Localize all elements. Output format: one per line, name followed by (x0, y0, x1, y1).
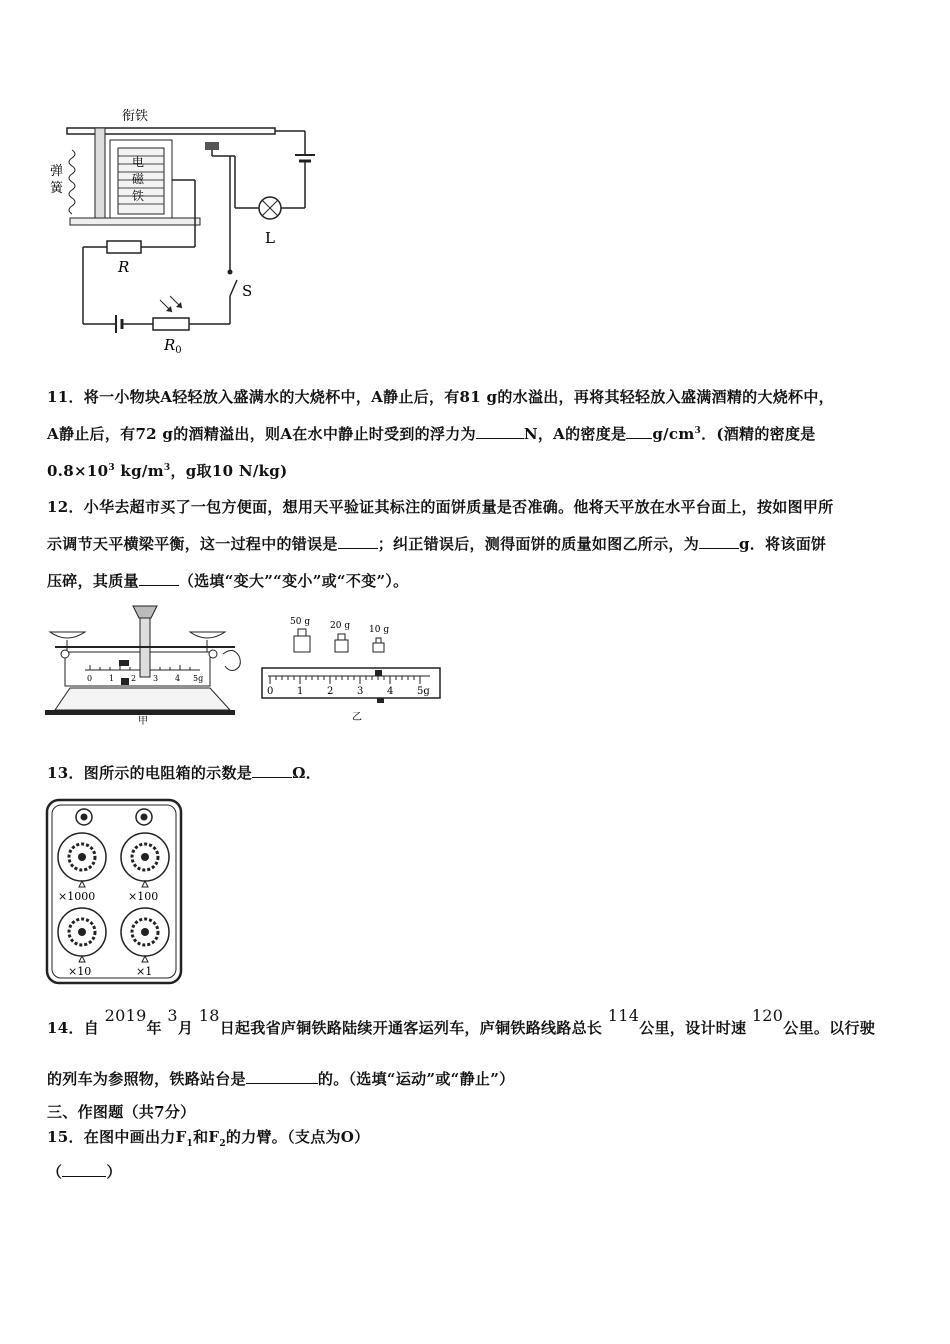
fig-jia-label: 甲 (138, 716, 148, 727)
q14-speed: 120 (751, 1006, 784, 1025)
q15-sub-1: 1 (186, 1139, 194, 1149)
q11-text-1: 将一小物块A轻轻放入盛满水的大烧杯中，A静止后，有81 g的水溢出，再将其轻轻放入盛满酒精的大烧杯中， (83, 388, 834, 406)
frame-post (95, 128, 105, 224)
q14-text-3: 月 (177, 1019, 194, 1037)
resistance-box-figure (44, 797, 184, 987)
left-pan (50, 632, 85, 638)
q15-number: 15． (47, 1128, 84, 1146)
yi-tick-2: 2 (327, 686, 334, 697)
q12-text-2a: 示调节天平横梁平衡，这一过程中的错误是 (47, 535, 338, 553)
q14-line2 (47, 1068, 514, 1089)
q12-line1 (47, 496, 834, 517)
q14-length: 114 (607, 1006, 640, 1025)
yi-tick-3: 3 (357, 686, 364, 697)
yi-tick-0: 0 (267, 686, 274, 697)
fig-yi-label: 乙 (352, 712, 362, 723)
armature-label: 衔铁 (122, 109, 149, 124)
q11-text-3c: ，g取10 N/kg) (170, 462, 288, 480)
yi-tick-1: 1 (297, 686, 304, 697)
switch-pivot (228, 270, 233, 275)
balance-base-bottom (45, 710, 235, 715)
resistor-symbol (107, 241, 141, 253)
contact-point (205, 142, 219, 150)
weight-label-10g: 10 g (369, 625, 390, 635)
spring-label-2: 簧 (50, 181, 64, 196)
q12-text-1: 小华去超市买了一包方便面，想用天平验证其标注的面饼质量是否准确。他将天平放在水平台面上，按如图甲所 (83, 498, 834, 516)
weight-10g (373, 643, 384, 652)
q11-text-2b: N，A的密度是 (523, 425, 627, 443)
q13-number: 13． (47, 764, 84, 782)
q12-text-2c: g．将该面饼 (739, 535, 827, 553)
right-pan (190, 632, 225, 638)
q14-text-2b: 的。（选填“运动”或“静止”） (317, 1070, 515, 1088)
q11-text-3b: kg/m (114, 462, 164, 480)
q15-sub-2: 2 (219, 1139, 226, 1149)
q14-text-6: 公里。以行驶 (783, 1019, 876, 1037)
q12-blank-mass[interactable] (699, 534, 739, 549)
q14-line1 (47, 1006, 876, 1038)
jia-tick-3: 3 (153, 674, 159, 683)
q12-text-3b: （选填“变大”“变小”或“不变”）。 (178, 572, 409, 590)
right-adjust-nut (209, 650, 217, 658)
electromagnet-label-2: 磁 (132, 172, 145, 186)
weight-20g (335, 640, 348, 652)
q11-text-3a: 0.8×10 (47, 462, 109, 480)
photoresistor-symbol (153, 318, 189, 330)
q11-sup-3a: 3 (108, 463, 115, 473)
yi-tick-5: 5g (417, 686, 430, 697)
spring-label-1: 弹 (50, 164, 64, 179)
q14-month: 3 (167, 1006, 178, 1025)
q15-text-a: 在图中画出力F (83, 1128, 187, 1146)
q11-line3 (47, 460, 288, 481)
q12-line2 (47, 533, 826, 554)
switch-label: S (242, 282, 253, 300)
yi-scale-plate (262, 668, 440, 698)
q11-blank-density[interactable] (626, 424, 652, 439)
jia-tick-1: 1 (109, 674, 115, 683)
q14-day: 18 (198, 1006, 220, 1025)
left-adjust-nut (61, 650, 69, 658)
q12-text-3a: 压碎，其质量 (47, 572, 139, 590)
q15-answer-close: ） (106, 1163, 122, 1181)
balance-figure-jia (45, 602, 255, 727)
q14-year: 2019 (104, 1006, 147, 1025)
q11-blank-buoyancy[interactable] (476, 424, 524, 439)
frame-base (70, 218, 200, 225)
spring-coil (69, 150, 75, 214)
dial-label-x10: ×10 (68, 965, 92, 978)
q13-blank-resistance[interactable] (252, 763, 292, 778)
q11-text-2c: g/cm (652, 425, 695, 443)
yi-tick-4: 4 (387, 686, 394, 697)
section3-title: 三、作图题（共7分） (47, 1103, 196, 1121)
yi-rider (375, 670, 382, 676)
q14-blank-motion[interactable] (246, 1069, 318, 1084)
electromagnet-label-1: 电 (132, 155, 145, 169)
q12-blank-error[interactable] (338, 534, 378, 549)
q13-line (47, 762, 321, 783)
jia-tick-5: 5g (193, 674, 204, 683)
balance-top (133, 606, 157, 618)
q15-answer (47, 1161, 122, 1182)
weight-50g (294, 636, 310, 652)
q12-line3 (47, 570, 408, 591)
jia-tick-4: 4 (175, 674, 181, 683)
q15-text-b: 和F (193, 1128, 220, 1146)
q14-text-2a: 的列车为参照物，铁路站台是 (47, 1070, 246, 1088)
lamp-label: L (265, 229, 275, 247)
jia-rider (121, 678, 129, 685)
q15-blank-answer[interactable] (62, 1162, 106, 1177)
q11-sup-3b: 3 (163, 463, 171, 473)
weight-label-50g: 50 g (290, 617, 311, 627)
jia-tick-2: 2 (131, 674, 137, 683)
q12-blank-change[interactable] (139, 571, 179, 586)
jia-tick-0: 0 (87, 674, 93, 683)
relay-circuit-figure (40, 100, 330, 360)
q11-sup-2c: 3 (694, 426, 702, 436)
q11-line2 (47, 423, 816, 444)
q12-text-2b: ；纠正错误后，测得面饼的质量如图乙所示，为 (377, 535, 700, 553)
q14-text-4: 日起我省庐铜铁路陆续开通客运列车，庐铜铁路线路总长 (219, 1019, 603, 1037)
weight-label-20g: 20 g (330, 621, 351, 631)
q15-line (47, 1126, 369, 1149)
q14-text-5: 公里，设计时速 (639, 1019, 747, 1037)
dial-label-x1: ×1 (136, 965, 153, 978)
balance-figure-yi (260, 612, 445, 724)
dial-label-x1000: ×1000 (58, 890, 96, 903)
q15-answer-open: （ (47, 1163, 63, 1181)
switch-blade (230, 280, 237, 296)
dial-label-x100: ×100 (128, 890, 159, 903)
resistor-label: R (118, 258, 130, 276)
q15-text-c: 的力臂。（支点为O） (225, 1128, 370, 1146)
q14-number: 14． (47, 1019, 84, 1037)
photoresistor-label: $R_0$ (164, 336, 182, 356)
q13-text-b: Ω． (292, 764, 322, 782)
electromagnet-label-3: 铁 (132, 189, 145, 203)
balance-base (55, 688, 230, 710)
q13-text-a: 图所示的电阻箱的示数是 (83, 764, 253, 782)
q14-text-1: 自 (83, 1019, 100, 1037)
q12-number: 12． (47, 498, 84, 516)
q14-text-2: 年 (146, 1019, 162, 1037)
q11-line1 (47, 386, 834, 407)
hand-drawing (223, 650, 240, 670)
jia-pointer-box (119, 660, 129, 666)
q11-text-2a: A静止后，有72 g的酒精溢出，则A在水中静止时受到的浮力为 (47, 425, 476, 443)
q11-text-2d: ．(酒精的密度是 (701, 425, 816, 443)
q11-number: 11． (47, 388, 84, 406)
